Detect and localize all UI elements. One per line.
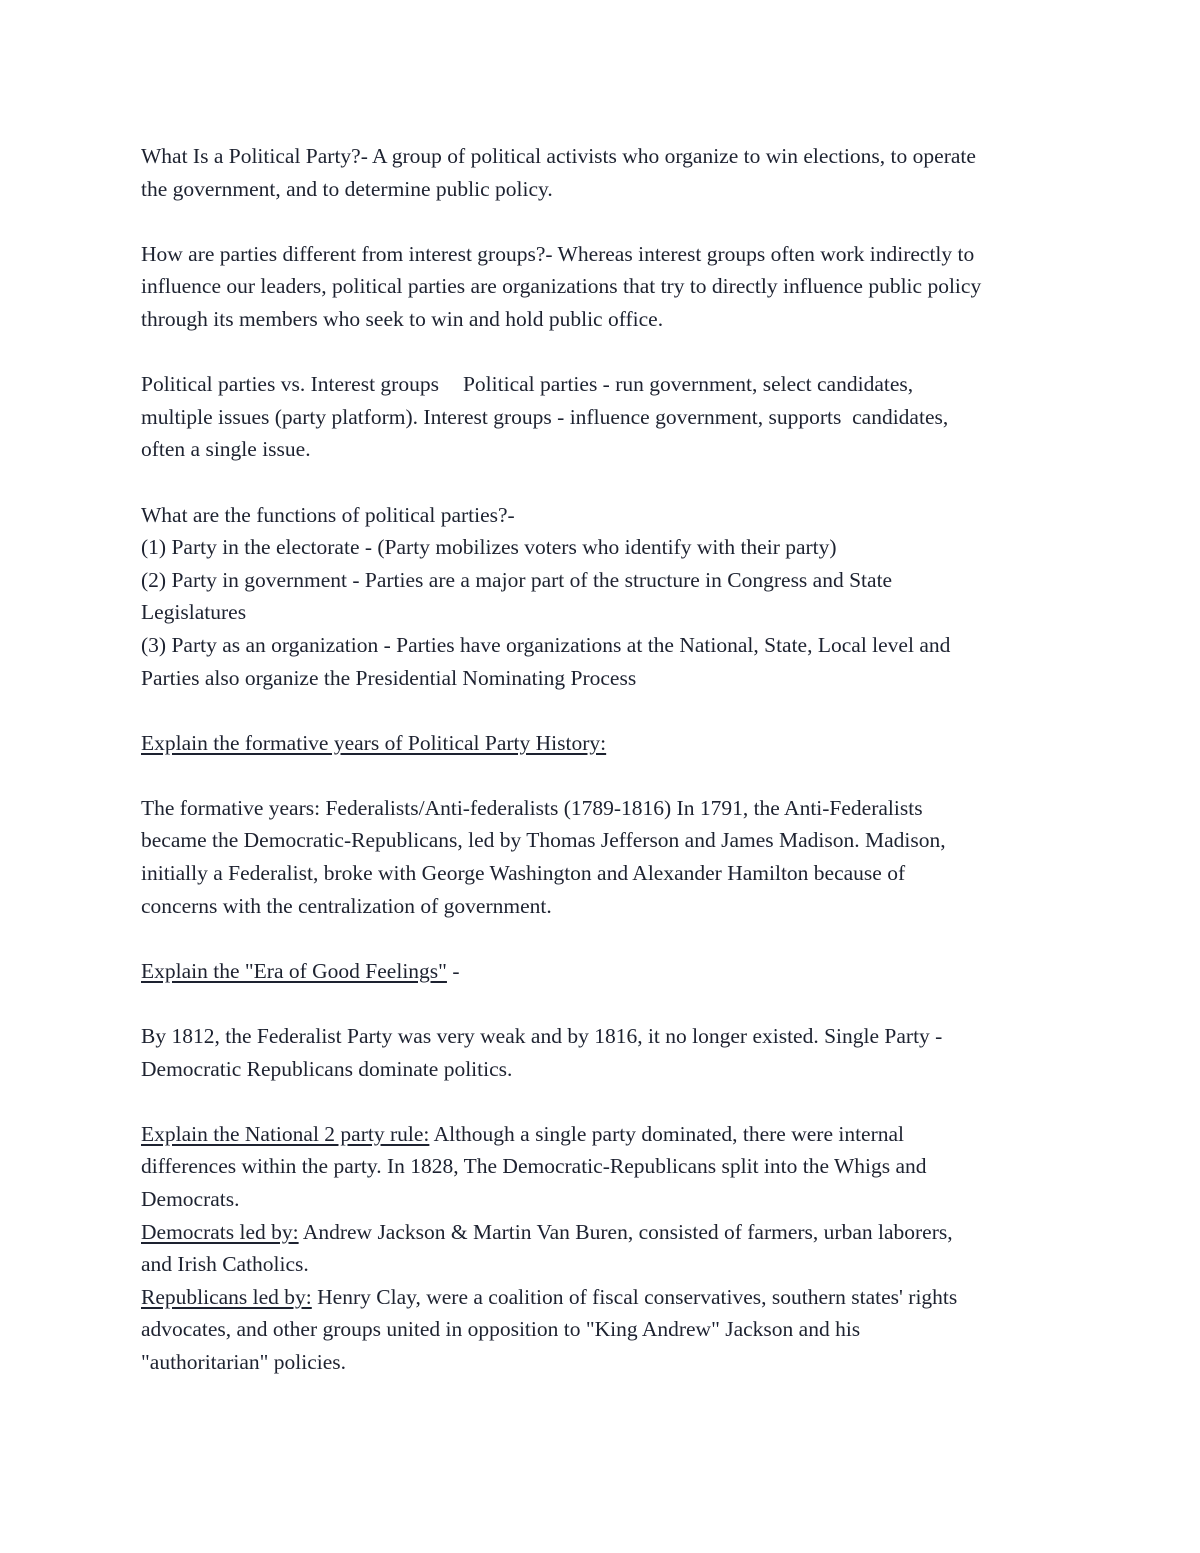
list-item: (1) Party in the electorate - (Party mobilizes voters who identify with their party) <box>141 535 837 560</box>
list-item: (2) Party in government - Parties are a major part of the structure in Congress and State <box>141 567 893 592</box>
democrats-label: Democrats led by: <box>141 1219 299 1244</box>
democrats-text: Andrew Jackson & Martin Van Buren, consisted of farmers, urban laborers, <box>298 1219 953 1244</box>
text-line <box>141 1281 1071 1314</box>
paragraph-political-party-definition <box>141 140 1071 205</box>
text-line: Democratic Republicans dominate politics. <box>141 1056 513 1081</box>
text-line <box>141 1216 1071 1249</box>
document-page <box>141 140 1071 1411</box>
text-line: differences within the party. In 1828, The Democratic-Republicans split into the Whigs and <box>141 1154 927 1179</box>
text-line: Democrats. <box>141 1187 240 1211</box>
text-line: often a single issue. <box>141 437 311 462</box>
republicans-label: Republicans led by: <box>141 1284 312 1309</box>
paragraph-era-of-good-feelings <box>141 1020 1071 1085</box>
heading-formative-years <box>141 727 1071 760</box>
text-line: How are parties different from interest groups?- Whereas interest groups often work indirectly to <box>141 241 975 266</box>
paragraph-national-two-party-rule <box>141 1118 1071 1379</box>
text-line: through its members who seek to win and hold public office. <box>141 306 664 331</box>
text-line: The formative years: Federalists/Anti-federalists (1789-1816) In 1791, the Anti-Federalists <box>141 795 923 820</box>
text-line: multiple issues (party platform). Interest groups - influence government, supports candidates, <box>141 404 949 429</box>
text-line: "authoritarian" policies. <box>141 1349 347 1374</box>
text-line <box>141 955 1071 988</box>
text-line: influence our leaders, political parties are organizations that try to directly influence public policy <box>141 274 982 299</box>
section-heading: Explain the "Era of Good Feelings" <box>141 958 447 983</box>
heading-suffix: - <box>446 958 460 983</box>
paragraph-party-functions <box>141 499 1071 695</box>
list-item: (3) Party as an organization - Parties have organizations at the National, State, Local level and <box>141 632 951 657</box>
comparison-text: Political parties - run government, select candidates, <box>462 372 914 397</box>
text-line: and Irish Catholics. <box>141 1252 309 1277</box>
text-line <box>141 1118 1071 1151</box>
paragraph-parties-vs-interest-groups-comparison <box>141 368 1071 466</box>
heading-era-of-good-feelings <box>141 955 1071 988</box>
section-text: Although a single party dominated, there were internal <box>429 1121 905 1146</box>
section-label: Explain the National 2 party rule: <box>141 1121 430 1146</box>
text-line: became the Democratic-Republicans, led by Thomas Jefferson and James Madison. Madison, <box>141 828 946 853</box>
text-line: What are the functions of political parties?- <box>141 502 515 527</box>
text-line: Legislatures <box>141 600 247 625</box>
text-line: initially a Federalist, broke with George Washington and Alexander Hamilton because of <box>141 861 906 886</box>
text-line: advocates, and other groups united in opposition to "King Andrew" Jackson and his <box>141 1317 861 1342</box>
comparison-label: Political parties vs. Interest groups <box>141 372 439 397</box>
section-heading: Explain the formative years of Political Party History: <box>141 730 607 755</box>
text-line: Parties also organize the Presidential Nominating Process <box>141 665 637 690</box>
text-line: By 1812, the Federalist Party was very weak and by 1816, it no longer existed. Single Party - <box>141 1024 943 1049</box>
paragraph-parties-vs-interest-groups-question <box>141 238 1071 336</box>
text-line: concerns with the centralization of government. <box>141 893 552 918</box>
republicans-text: Henry Clay, were a coalition of fiscal conservatives, southern states' rights <box>311 1284 958 1309</box>
text-line: the government, and to determine public policy. <box>141 176 553 201</box>
text-line: What Is a Political Party?- A group of political activists who organize to win elections, to operate <box>141 144 976 168</box>
text-line <box>141 368 1071 401</box>
paragraph-formative-years <box>141 792 1071 922</box>
